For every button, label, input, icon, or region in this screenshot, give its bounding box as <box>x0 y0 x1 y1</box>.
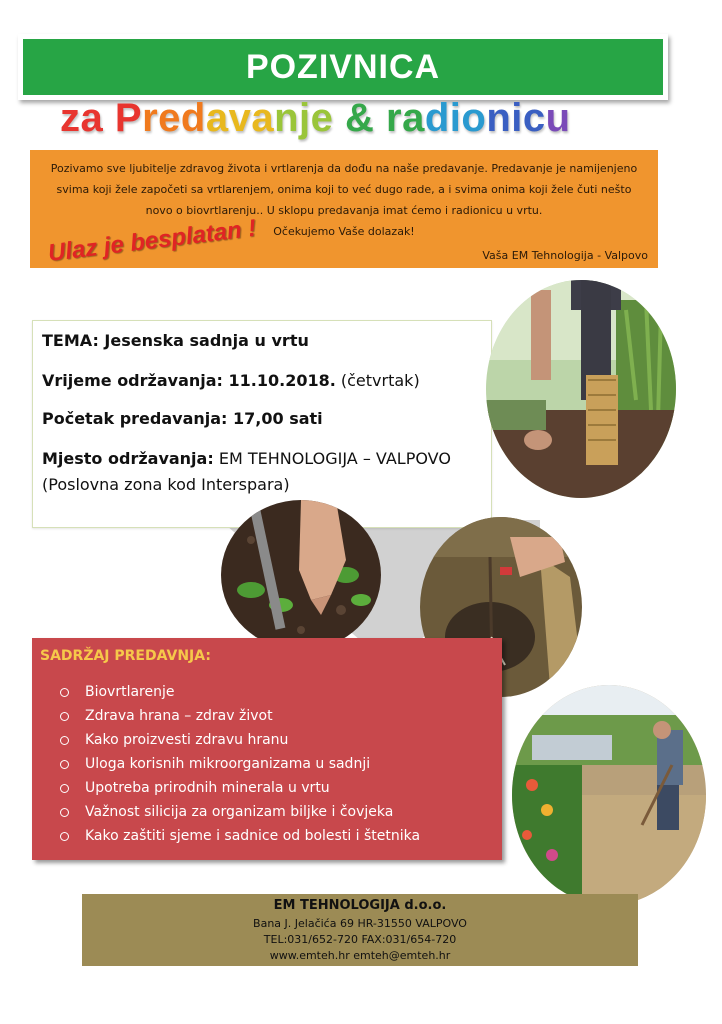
subtitle-letter: i <box>449 96 462 140</box>
event-topic: TEMA: Jesenska sadnja u vrtu <box>42 331 309 350</box>
subtitle-letter: a <box>80 96 104 140</box>
event-info-box <box>32 320 492 528</box>
circle-bullet-icon <box>60 760 69 769</box>
title-banner-fill <box>23 39 663 95</box>
event-place-label: Mjesto održavanja: <box>42 449 214 468</box>
list-item: Biovrtlarenje <box>60 680 420 704</box>
lecture-content-title: SADRŽAJ PREDAVNJA: <box>40 648 211 664</box>
intro-line: Očekujemo Vaše dolazak! <box>273 225 415 238</box>
list-item: Kako zaštiti sjeme i sadnice od bolesti i štetnika <box>60 824 420 848</box>
circle-bullet-icon <box>60 688 69 697</box>
circle-bullet-icon <box>60 784 69 793</box>
intro-line: Pozivamo sve ljubitelje zdravog života i vrtlarenja da dođu na naše predavanje. Predavanje je namijenjeno <box>50 162 638 175</box>
subtitle-letter: z <box>60 96 81 140</box>
subtitle-letter: c <box>522 96 546 140</box>
subtitle-letter: & <box>345 96 375 140</box>
list-item: Važnost silicija za organizam biljke i čovjeka <box>60 800 420 824</box>
subtitle-letter: v <box>228 96 252 140</box>
intro-line: novo o biovrtlarenju.. U sklopu predavanja imat ćemo i radionicu u vrtu. <box>145 204 543 217</box>
subtitle-letter: a <box>402 96 425 140</box>
subtitle-letter: d <box>424 96 450 140</box>
company-footer <box>82 894 638 966</box>
footer-phone: TEL:031/652-720 FAX:031/654-720 <box>263 933 457 946</box>
list-item: Zdrava hrana – zdrav život <box>60 704 420 728</box>
page-title: POZIVNICA <box>245 47 441 86</box>
list-item: Kako proizvesti zdravu hranu <box>60 728 420 752</box>
event-time: Vrijeme održavanja: 11.10.2018. <box>42 371 336 390</box>
subtitle-letter <box>374 96 386 141</box>
subtitle-letter: P <box>114 96 143 140</box>
subtitle-letter: e <box>158 96 181 140</box>
subtitle-letter: r <box>142 96 159 140</box>
subtitle <box>60 96 700 156</box>
title-banner <box>18 34 668 100</box>
subtitle-letter: a <box>205 96 229 140</box>
lecture-content-box <box>32 638 502 860</box>
event-day: (četvrtak) <box>340 371 420 390</box>
list-item: Uloga korisnih mikroorganizama u sadnji <box>60 752 420 776</box>
free-entry-label: Ulaz je besplatan ! <box>46 214 258 268</box>
subtitle-letter: u <box>545 96 571 140</box>
list-item: Upotreba prirodnih minerala u vrtu <box>60 776 420 800</box>
subtitle-letter: i <box>511 96 523 140</box>
subtitle-letter: n <box>486 96 512 140</box>
circle-bullet-icon <box>60 736 69 745</box>
garden-worker-photo <box>512 685 706 905</box>
intro-signature: Vaša EM Tehnologija - Valpovo <box>482 249 648 262</box>
subtitle-letter: d <box>180 96 206 140</box>
footer-company-name: EM TEHNOLOGIJA d.o.o. <box>273 898 447 913</box>
subtitle-letter: n <box>274 96 300 140</box>
subtitle-letter: j <box>299 96 311 140</box>
event-start: Početak predavanja: 17,00 sati <box>42 409 323 428</box>
subtitle-letter <box>103 96 115 141</box>
subtitle-letter: e <box>310 96 334 140</box>
subtitle-letter: o <box>461 96 487 140</box>
subtitle-letter <box>333 96 345 141</box>
planting-seedlings-photo <box>221 500 381 650</box>
footer-web-email: www.emteh.hr emteh@emteh.hr <box>269 949 451 962</box>
subtitle-letter: r <box>386 96 403 140</box>
footer-address: Bana J. Jelačića 69 HR-31550 VALPOVO <box>253 917 467 930</box>
event-place-note: (Poslovna zona kod Interspara) <box>42 475 290 494</box>
lecture-topics-list <box>60 680 420 848</box>
intro-line: svima koji žele započeti sa vrtlarenjem, onima koji to već dugo rade, a i svima onima koji žele čuti nešto <box>56 183 632 196</box>
circle-bullet-icon <box>60 712 69 721</box>
garden-boots-photo <box>486 280 676 498</box>
circle-bullet-icon <box>60 832 69 841</box>
subtitle-letter: a <box>251 96 275 140</box>
event-place: EM TEHNOLOGIJA – VALPOVO <box>218 449 451 468</box>
circle-bullet-icon <box>60 808 69 817</box>
